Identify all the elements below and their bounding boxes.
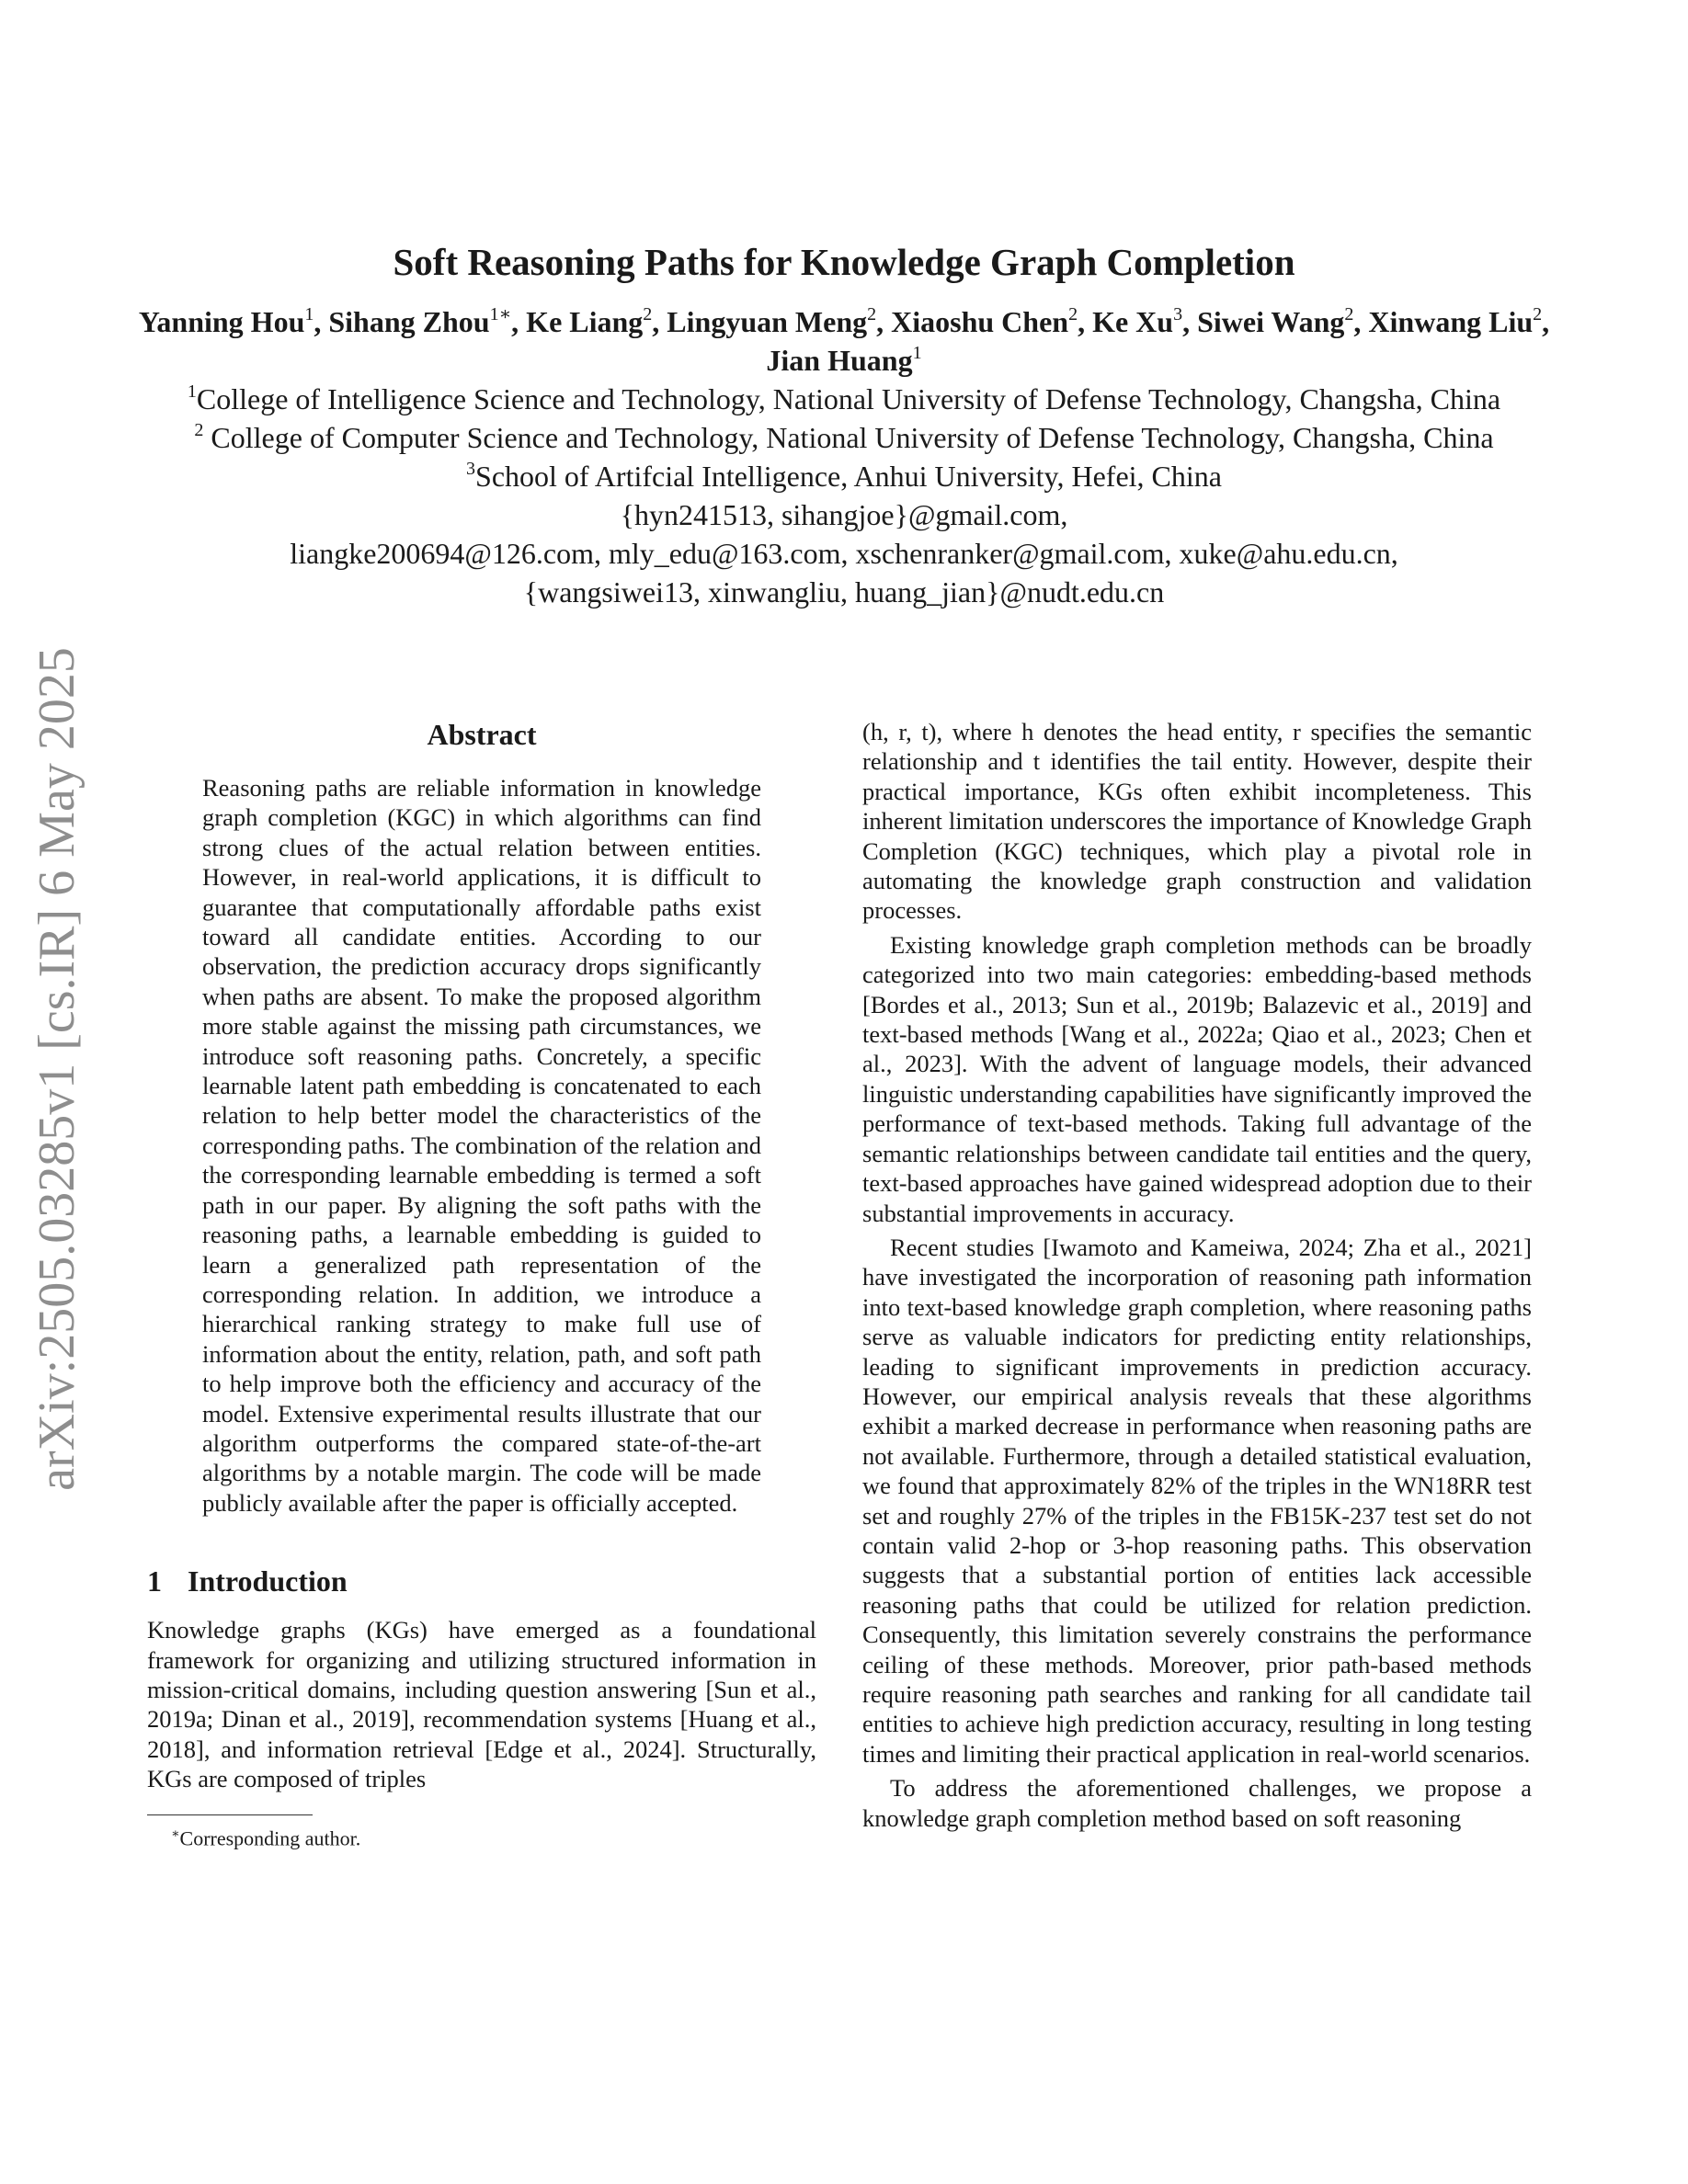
left-column	[147, 717, 816, 1852]
author: Jian Huang$^1$	[766, 343, 922, 377]
author: Ke Xu$^3$	[1092, 304, 1183, 338]
author: Yanning Hou$^1$	[138, 304, 314, 338]
author: Xinwang Liu$^2$	[1368, 304, 1543, 338]
affiliation: $^2$ College of Computer Science and Technology, National University of Defense Technology, Changsha, China	[194, 420, 1494, 454]
footnote-rule	[147, 1814, 313, 1815]
author-list: Yanning Hou$^1$, Sihang Zhou$^{1∗}$, Ke Liang$^2$, Lingyuan Meng$^2$, Xiaoshu Chen$^2$, Ke Xu$^3$, Siwei Wang$^2$, Xinwang Liu$^2$, Jian Huang$^1$	[138, 304, 1550, 377]
affiliation: $^1$College of Intelligence Science and Technology, National University of Defense Technology, Changsha, China	[187, 381, 1501, 415]
paragraph: To address the aforementioned challenges, we propose a knowledge graph completion method based on soft reasoning	[862, 1774, 1532, 1832]
affiliation: $^3$School of Artifcial Intelligence, Anhui University, Hefei, China	[466, 459, 1222, 493]
section-heading-introduction: 1 Introduction	[147, 1564, 348, 1598]
email-line: {hyn241513, sihangjoe}@gmail.com,	[620, 498, 1068, 531]
author: Xiaoshu Chen$^2$	[891, 304, 1078, 338]
paper-title: Soft Reasoning Paths for Knowledge Graph Completion	[393, 241, 1295, 283]
abstract-text: Reasoning paths are reliable information in knowledge graph completion (KGC) in which algorithms can find strong clues of the actual relation between entities. However, in real-world applications, it is difficult to guarantee that computationally affordable paths exist toward all candidate entities. According to our observation, the prediction accuracy drops significantly when paths are absent. To make the proposed algorithm more stable against the missing path circumstances, we introduce soft reasoning paths. Concretely, a specific learnable latent path embedding is concatenated to each relation to help better model the characteristics of the corresponding paths. The combination of the relation and the corresponding learnable embedding is termed a soft path in our paper. By aligning the soft paths with the reasoning paths, a learnable embedding is guided to learn a generalized path representation of the corresponding relation. In addition, we introduce a hierarchical ranking strategy to make full use of information about the entity, relation, path, and soft path to help improve both the efficiency and accuracy of the model. Extensive experimental results illustrate that our algorithm outperforms the compared state-of-the-art algorithms by a notable margin. The code will be made publicly available after the paper is officially accepted.	[202, 774, 761, 1517]
paragraph: Recent studies [Iwamoto and Kameiwa, 2024; Zha et al., 2021] have investigated the incorporation of reasoning path information into text-based knowledge graph completion, where reasoning paths serve as valuable indicators for predicting entity relationships, leading to significant improvements in prediction accuracy. However, our empirical analysis reveals that these algorithms exhibit a marked decrease in performance when reasoning paths are not available. Furthermore, through a detailed statistical evaluation, we found that approximately 82% of the triples in the WN18RR test set and roughly 27% of the triples in the FB15K-237 test set do not contain valid 2-hop or 3-hop reasoning paths. This observation suggests that a substantial portion of entities lack accessible reasoning paths that could be utilized for relation prediction. Consequently, this limitation severely constrains the performance ceiling of these methods. Moreover, prior path-based methods require reasoning path searches and ranking for all candidate tail entities to achieve high prediction accuracy, resulting in long testing times and limiting their practical application in real-world scenarios.	[862, 1233, 1532, 1768]
author: Ke Liang$^2$	[526, 304, 653, 338]
paragraph: (h, r, t), where h denotes the head entity, r specifies the semantic relationship and t identifies the tail entity. However, despite their practical importance, KGs often exhibit incompleteness. This inherent limitation underscores the importance of Knowledge Graph Completion (KGC) techniques, which play a pivotal role in automating the knowledge graph construction and validation processes.	[862, 718, 1532, 925]
paragraph: Existing knowledge graph completion methods can be broadly categorized into two main categories: embedding-based methods [Bordes et al., 2013; Sun et al., 2019b; Balazevic et al., 2019] and text-based methods [Wang et al., 2022a; Qiao et al., 2023; Chen et al., 2023]. With the advent of language models, their advanced linguistic understanding capabilities have significantly improved the performance of text-based methods. Taking full advantage of the semantic relationships between candidate tail entities and the query, text-based approaches have gained widespread adoption due to their substantial improvements in accuracy.	[862, 930, 1532, 1227]
author: Siwei Wang$^2$	[1197, 304, 1354, 338]
right-column	[862, 717, 1532, 1833]
paragraph: Knowledge graphs (KGs) have emerged as a foundational framework for organizing and utilizing structured information in mission-critical domains, including question answering [Sun et al., 2019a; Dinan et al., 2019], recommendation systems [Huang et al., 2018], and information retrieval [Edge et al., 2024]. Structurally, KGs are composed of triples	[147, 1616, 816, 1793]
footnote: ∗Corresponding author.	[171, 1826, 361, 1849]
arxiv-stamp: arXiv:2505.03285v1 [cs.IR] 6 May 2025	[29, 647, 86, 1491]
email-line: {wangsiwei13, xinwangliu, huang_jian}@nudt.edu.cn	[523, 575, 1165, 609]
email-line: liangke200694@126.com, mly_edu@163.com, xschenranker@gmail.com, xuke@ahu.edu.cn,	[290, 537, 1398, 570]
abstract-heading: Abstract	[427, 718, 537, 751]
paper-header	[138, 234, 1550, 611]
author: Sihang Zhou$^{1∗}$	[328, 304, 512, 338]
author: Lingyuan Meng$^2$	[667, 304, 877, 338]
